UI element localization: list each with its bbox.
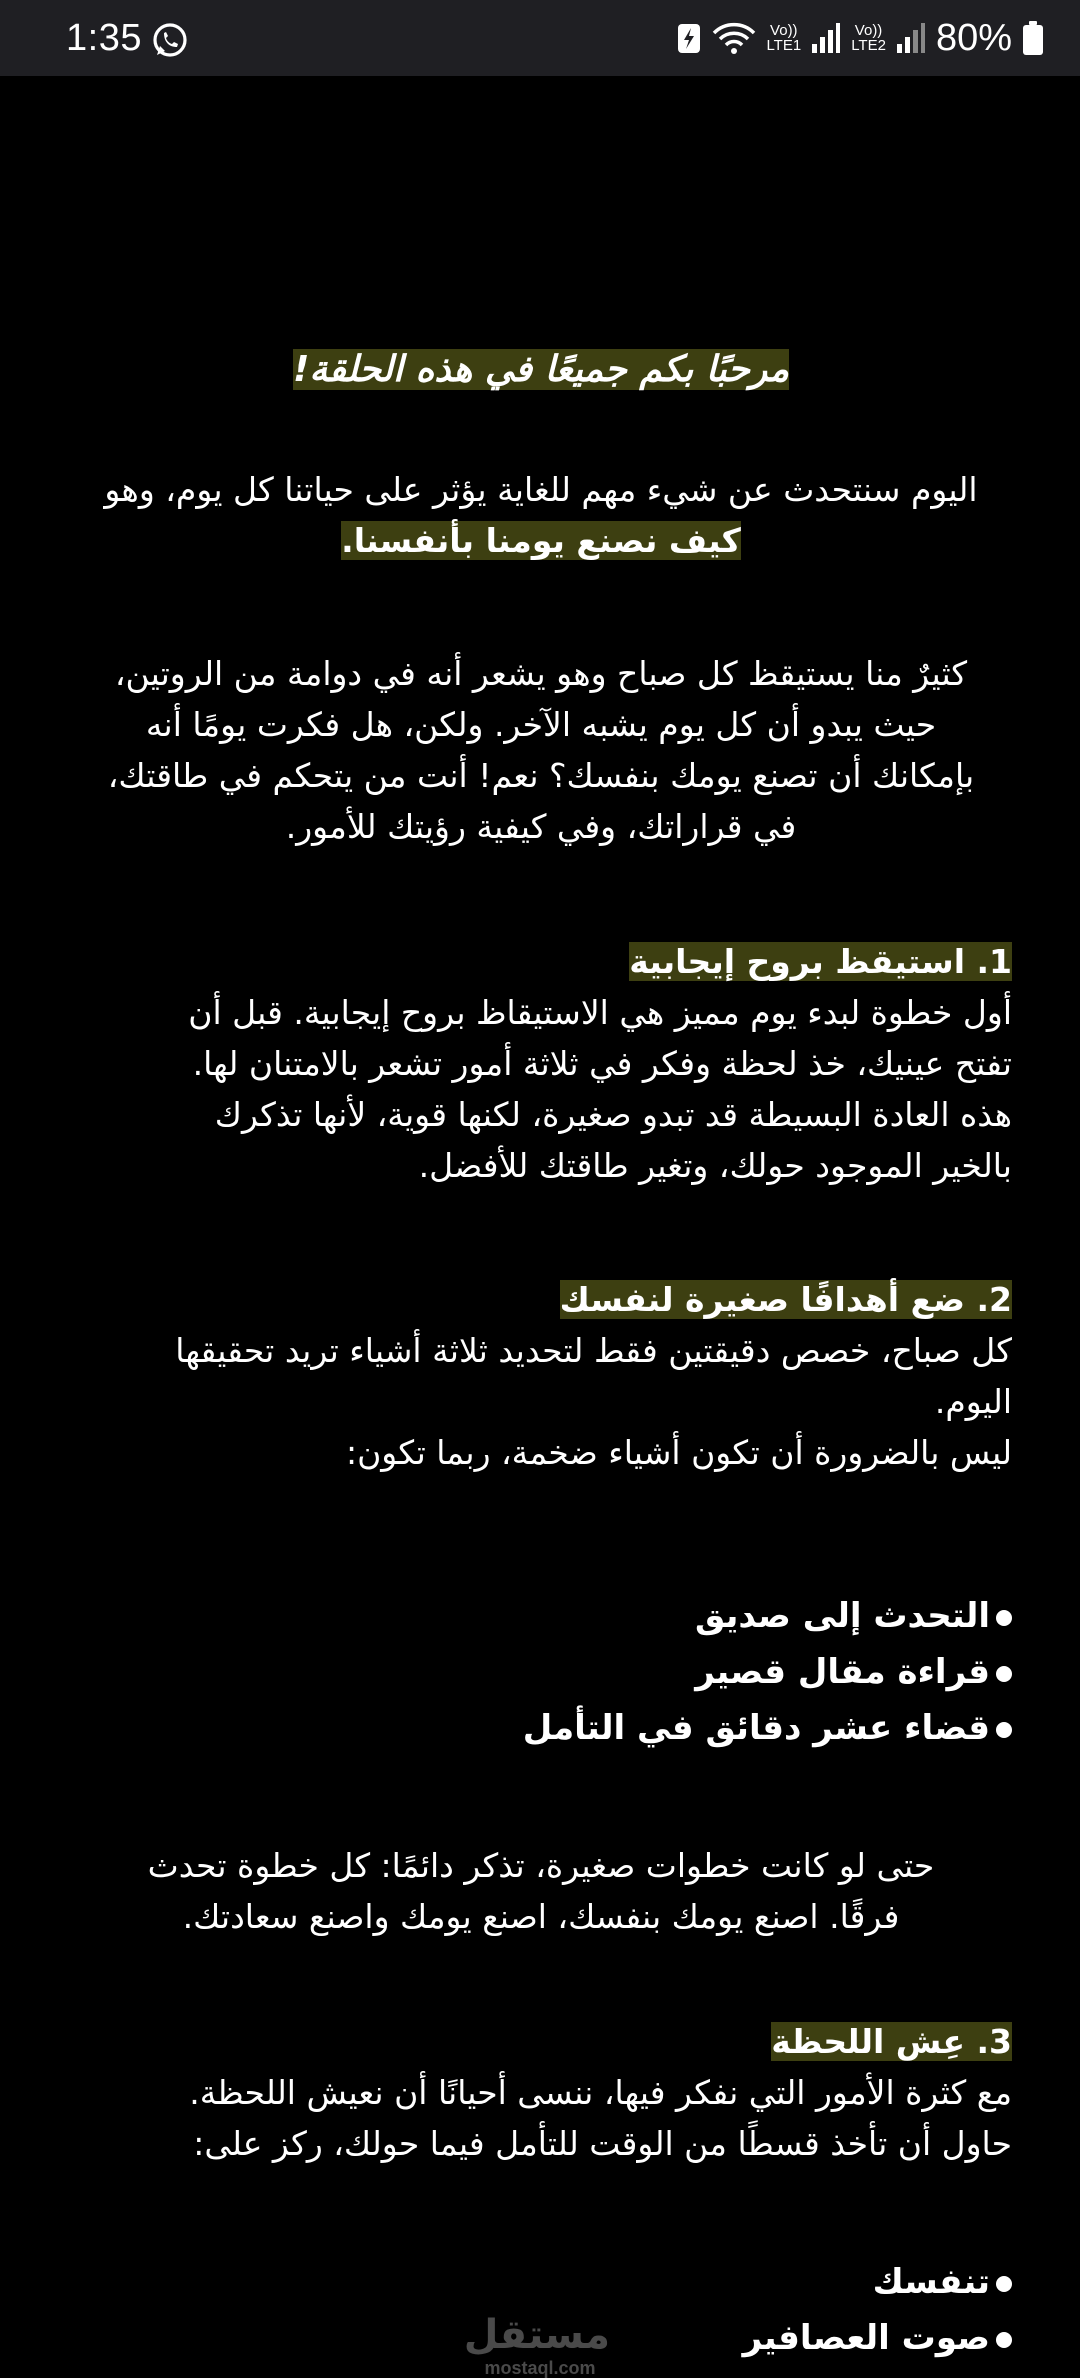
mostaql-watermark bbox=[463, 2312, 610, 2378]
paragraph-line: فرقًا. اصنع يومك بنفسك، اصنع يومك واصنع سعادتك. bbox=[182, 1897, 900, 1936]
paragraph-line: كثيرٌ منا يستيقظ كل صباح وهو يشعر أنه في دوامة من الروتين، bbox=[114, 654, 968, 693]
watermark-arabic: مستقل bbox=[463, 2312, 610, 2358]
status-icons bbox=[676, 14, 1044, 62]
section-1 bbox=[62, 936, 1012, 1191]
paragraph-line: في قراراتك، وفي كيفية رؤيتك للأمور. bbox=[285, 807, 797, 846]
intro-paragraph bbox=[56, 464, 1026, 566]
watermark-latin: mostaql.com bbox=[484, 2358, 596, 2378]
paragraph-line: حتى لو كانت خطوات صغيرة، تذكر دائمًا: كل خطوة تحدث bbox=[147, 1846, 935, 1885]
paragraph-line: حيث يبدو أن كل يوم يشبه الآخر. ولكن، هل فكرت يومًا أنه bbox=[145, 705, 937, 744]
section-2-closing bbox=[56, 1840, 1026, 1942]
list-item: قضاء عشر دقائق في التأمل bbox=[62, 1700, 1012, 1756]
paragraph-line: مع كثرة الأمور التي نفكر فيها، ننسى أحيانًا أن نعيش اللحظة. bbox=[189, 2073, 1012, 2112]
whatsapp-icon bbox=[150, 20, 190, 60]
battery-icon bbox=[1022, 20, 1044, 56]
battery-percent: 80% bbox=[935, 17, 1012, 59]
article-title-block bbox=[56, 344, 1026, 395]
paragraph-line: بالخير الموجود حولك، وتغير طاقتك للأفضل. bbox=[418, 1146, 1012, 1185]
wifi-icon bbox=[712, 21, 756, 55]
status-time: 1:35 bbox=[66, 17, 142, 59]
section-2-bullet-list bbox=[62, 1588, 1012, 1756]
article-title: مرحبًا بكم جميعًا في هذه الحلقة! bbox=[292, 349, 790, 390]
paragraph-line: ليس بالضرورة أن تكون أشياء ضخمة، ربما تكون: bbox=[345, 1433, 1012, 1472]
paragraph-line: حاول أن تأخذ قسطًا من الوقت للتأمل فيما حولك، ركز على: bbox=[193, 2124, 1012, 2163]
status-bar bbox=[0, 0, 1080, 76]
bullet-icon bbox=[996, 1722, 1012, 1738]
bullet-icon bbox=[996, 1610, 1012, 1626]
battery-saver-icon bbox=[676, 21, 702, 55]
signal-bars-1-icon bbox=[811, 22, 841, 54]
paragraph-line: هذه العادة البسيطة قد تبدو صغيرة، لكنها قوية، لأنها تذكرك bbox=[214, 1095, 1012, 1134]
network-2-label: Vo)) LTE2 bbox=[851, 22, 886, 54]
list-item: قراءة مقال قصير bbox=[62, 1644, 1012, 1700]
section-2-heading: 2. ضع أهدافًا صغيرة لنفسك bbox=[559, 1280, 1012, 1319]
list-item: تنفسك bbox=[62, 2254, 1012, 2310]
paragraph-line: اليوم. bbox=[934, 1382, 1012, 1421]
paragraph-line: تفتح عينيك، خذ لحظة وفكر في ثلاثة أمور تشعر بالامتنان لها. bbox=[192, 1044, 1012, 1083]
section-2 bbox=[62, 1274, 1012, 1478]
bullet-icon bbox=[996, 2276, 1012, 2292]
paragraph-line: بإمكانك أن تصنع يومك بنفسك؟ نعم! أنت من يتحكم في طاقتك، bbox=[107, 756, 975, 795]
paragraph-line: كل صباح، خصص دقيقتين فقط لتحديد ثلاثة أشياء تريد تحقيقها bbox=[175, 1331, 1012, 1370]
section-1-heading: 1. استيقظ بروح إيجابية bbox=[629, 942, 1012, 981]
signal-bars-2-icon bbox=[896, 22, 926, 54]
paragraph-1 bbox=[56, 648, 1026, 852]
list-item: صوت العصافير bbox=[62, 2310, 1012, 2366]
intro-line: اليوم سنتحدث عن شيء مهم للغاية يؤثر على حياتنا كل يوم، وهو bbox=[104, 470, 978, 509]
section-3 bbox=[62, 2016, 1012, 2169]
list-item: التحدث إلى صديق bbox=[62, 1588, 1012, 1644]
section-3-heading: 3. عِش اللحظة bbox=[771, 2022, 1012, 2061]
intro-highlight: كيف نصنع يومنا بأنفسنا. bbox=[341, 521, 741, 560]
article-content[interactable] bbox=[0, 76, 1080, 2378]
paragraph-line: أول خطوة لبدء يوم مميز هي الاستيقاظ بروح إيجابية. قبل أن bbox=[188, 993, 1012, 1032]
network-1-label: Vo)) LTE1 bbox=[766, 22, 802, 54]
bullet-icon bbox=[996, 1666, 1012, 1682]
